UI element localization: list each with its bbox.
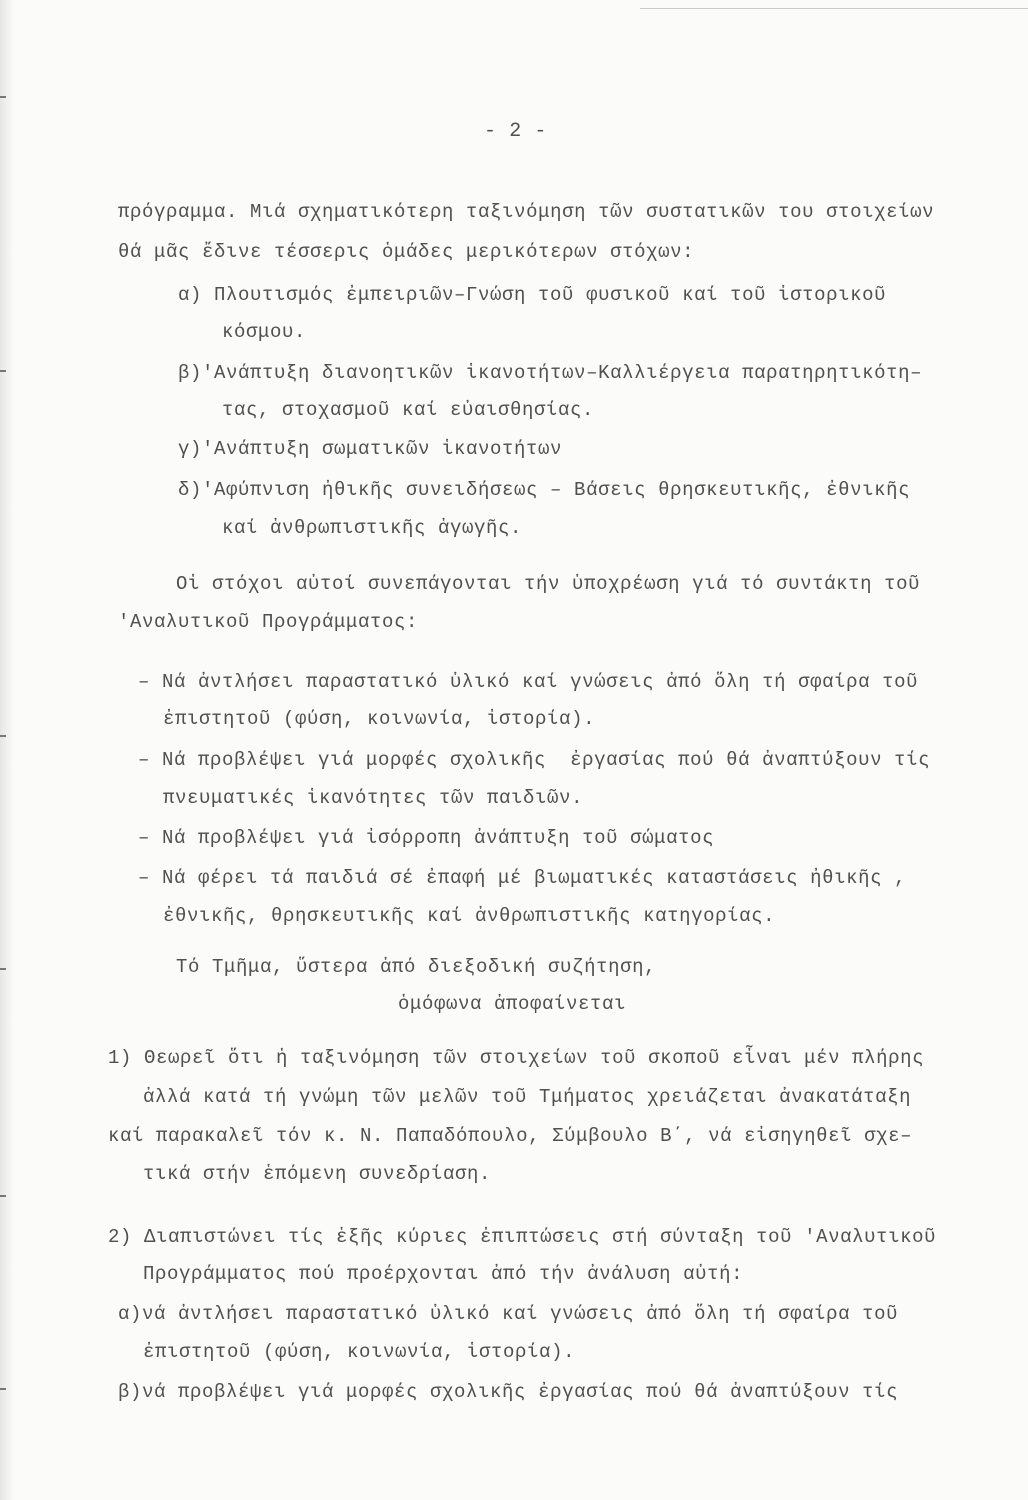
text-line: Οἱ στόχοι αὐτοί συνεπάγονται τήν ὑποχρέωση γιά τό συντάκτη τοῦ xyxy=(176,573,921,595)
text-line: – Νά φέρει τά παιδιά σέ ἐπαφή μέ βιωματικές καταστάσεις ἠθικῆς , xyxy=(138,867,907,889)
text-line: ἐθνικῆς, θρησκευτικῆς καί ἀνθρωπιστικῆς κατηγορίας. xyxy=(163,905,776,927)
text-line: τας, στοχασμοῦ καί εὐαισθησίας. xyxy=(222,399,595,421)
text-line: ἀλλά κατά τή γνώμη τῶν μελῶν τοῦ Τμήματος χρειάζεται ἀνακατάταξη xyxy=(143,1086,912,1108)
margin-mark xyxy=(0,1388,6,1390)
text-line: ὁμόφωνα ἀποφαίνεται xyxy=(398,993,627,1015)
text-line: – Νά προβλέψει γιά μορφές σχολικῆς ἐργασίας πού θά ἀναπτύξουν τίς xyxy=(138,749,931,771)
text-line: γ)'Ανάπτυξη σωματικῶν ἱκανοτήτων xyxy=(178,438,563,460)
text-line: 1) Θεωρεῖ ὅτι ἡ ταξινόμηση τῶν στοιχείων τοῦ σκοποῦ εἶναι μέν πλήρης xyxy=(108,1047,925,1069)
margin-mark xyxy=(0,96,6,98)
text-line: δ)'Αφύπνιση ἠθικῆς συνειδήσεως – Βάσεις θρησκευτικῆς, ἐθνικῆς xyxy=(178,479,911,501)
text-line: – Νά προβλέψει γιά ἰσόρροπη ἀνάπτυξη τοῦ σώματος xyxy=(138,827,715,849)
text-line: θά μᾶς ἔδινε τέσσερις ὁμάδες μερικότερων στόχων: xyxy=(118,241,695,263)
left-binding-shadow xyxy=(0,0,14,1500)
text-line: καί παρακαλεῖ τόν κ. Ν. Παπαδόπουλο, Σύμβουλο Β΄, νά εἰσηγηθεῖ σχε– xyxy=(108,1125,913,1147)
margin-mark xyxy=(0,1195,6,1197)
text-line: κόσμου. xyxy=(222,321,307,343)
text-line: 2) Διαπιστώνει τίς ἑξῆς κύριες ἐπιπτώσεις στή σύνταξη τοῦ 'Αναλυτικοῦ xyxy=(108,1226,937,1248)
text-line: α)νά ἀντλήσει παραστατικό ὑλικό καί γνώσεις ἀπό ὅλη τή σφαίρα τοῦ xyxy=(118,1303,899,1325)
text-line: Προγράμματος πού προέρχονται ἀπό τήν ἀνάλυση αὐτή: xyxy=(143,1263,744,1285)
text-line: πνευματικές ἱκανότητες τῶν παιδιῶν. xyxy=(163,787,584,809)
text-line: ἐπιστητοῦ (φύση, κοινωνία, ἱστορία). xyxy=(143,1341,576,1363)
page-number: - 2 - xyxy=(484,120,548,143)
text-line: β)'Ανάπτυξη διανοητικῶν ἱκανοτήτων–Καλλιέργεια παρατηρητικότη– xyxy=(178,362,923,384)
text-line: τικά στήν ἑπόμενη συνεδρίαση. xyxy=(143,1163,492,1185)
text-line: πρόγραμμα. Μιά σχηματικότερη ταξινόμηση τῶν συστατικῶν του στοιχείων xyxy=(118,201,935,223)
text-line: καί ἀνθρωπιστικῆς ἀγωγῆς. xyxy=(222,517,523,539)
text-line: ἐπιστητοῦ (φύση, κοινωνία, ἱστορία). xyxy=(163,708,596,730)
margin-mark xyxy=(0,735,6,737)
top-paper-edge xyxy=(640,0,1028,9)
text-line: – Νά ἀντλήσει παραστατικό ὑλικό καί γνώσεις ἀπό ὅλη τή σφαίρα τοῦ xyxy=(138,671,919,693)
text-line: 'Αναλυτικοῦ Προγράμματος: xyxy=(118,611,419,633)
text-line: Τό Τμῆμα, ὕστερα ἀπό διεξοδική συζήτηση, xyxy=(176,956,657,978)
margin-mark xyxy=(0,968,6,970)
text-line: β)νά προβλέψει γιά μορφές σχολικῆς ἐργασίας πού θά ἀναπτύξουν τίς xyxy=(118,1381,899,1403)
margin-mark xyxy=(0,370,6,372)
text-line: α) Πλουτισμός ἐμπειριῶν–Γνώση τοῦ φυσικοῦ καί τοῦ ἱστορικοῦ xyxy=(178,284,887,306)
